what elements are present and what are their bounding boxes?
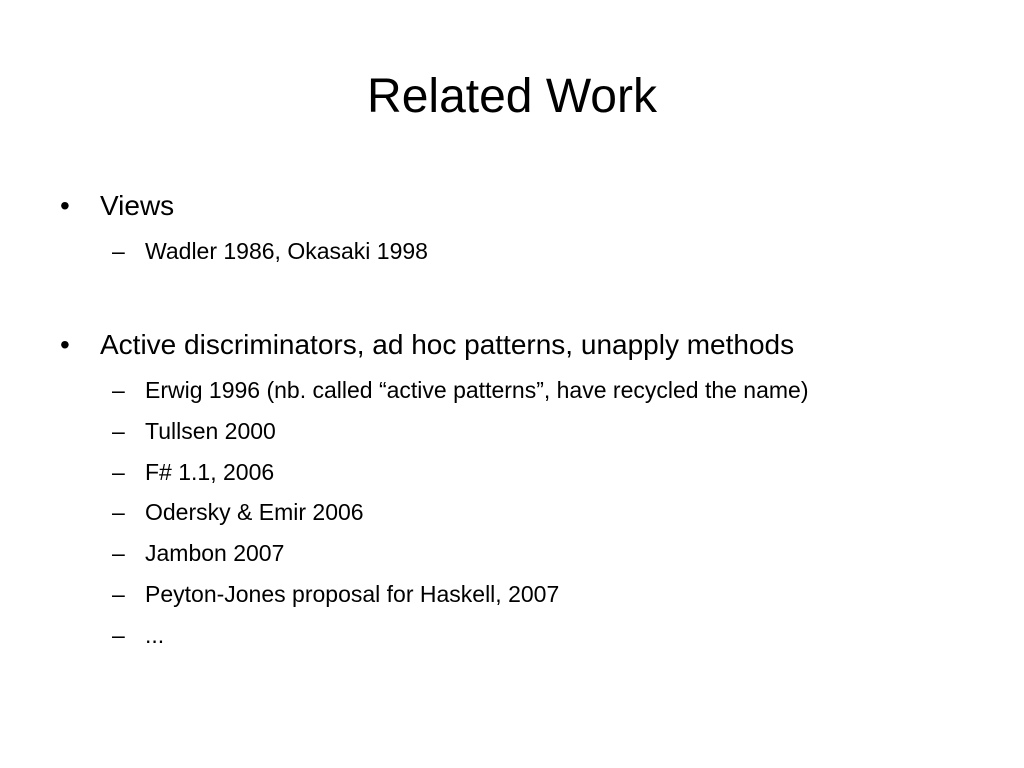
sub-item (112, 416, 276, 446)
bullet-icon: • (60, 190, 70, 221)
sub-item (112, 236, 428, 266)
dash-icon: – (112, 237, 125, 264)
sub-item-text: Jambon 2007 (145, 539, 285, 566)
dash-icon: – (112, 580, 125, 607)
dash-icon: – (112, 376, 125, 403)
bullet-text: Views (100, 190, 175, 221)
sub-item-text: F# 1.1, 2006 (145, 458, 275, 485)
sub-item-text: Peyton-Jones proposal for Haskell, 2007 (145, 580, 560, 607)
dash-icon: – (112, 539, 125, 566)
sub-item-text: ... (145, 621, 165, 648)
dash-icon: – (112, 621, 125, 648)
sub-item-text: Erwig 1996 (nb. called “active patterns”, have recycled the name) (145, 376, 809, 403)
slide-title: Related Work (367, 70, 657, 123)
sub-item (112, 497, 364, 527)
sub-item-text: Wadler 1986, Okasaki 1998 (145, 237, 428, 264)
dash-icon: – (112, 498, 125, 525)
sub-item (112, 375, 809, 405)
sub-item (112, 538, 284, 568)
sub-item-text: Odersky & Emir 2006 (145, 498, 364, 525)
bullet-text: Active discriminators, ad hoc patterns, unapply methods (100, 329, 795, 360)
sub-item (112, 579, 559, 609)
bullet-active-discriminators (60, 327, 794, 363)
bullet-icon: • (60, 329, 70, 360)
sub-item (112, 620, 164, 650)
sub-item-text: Tullsen 2000 (145, 417, 276, 444)
dash-icon: – (112, 458, 125, 485)
sub-item (112, 457, 274, 487)
dash-icon: – (112, 417, 125, 444)
bullet-views (60, 188, 174, 224)
